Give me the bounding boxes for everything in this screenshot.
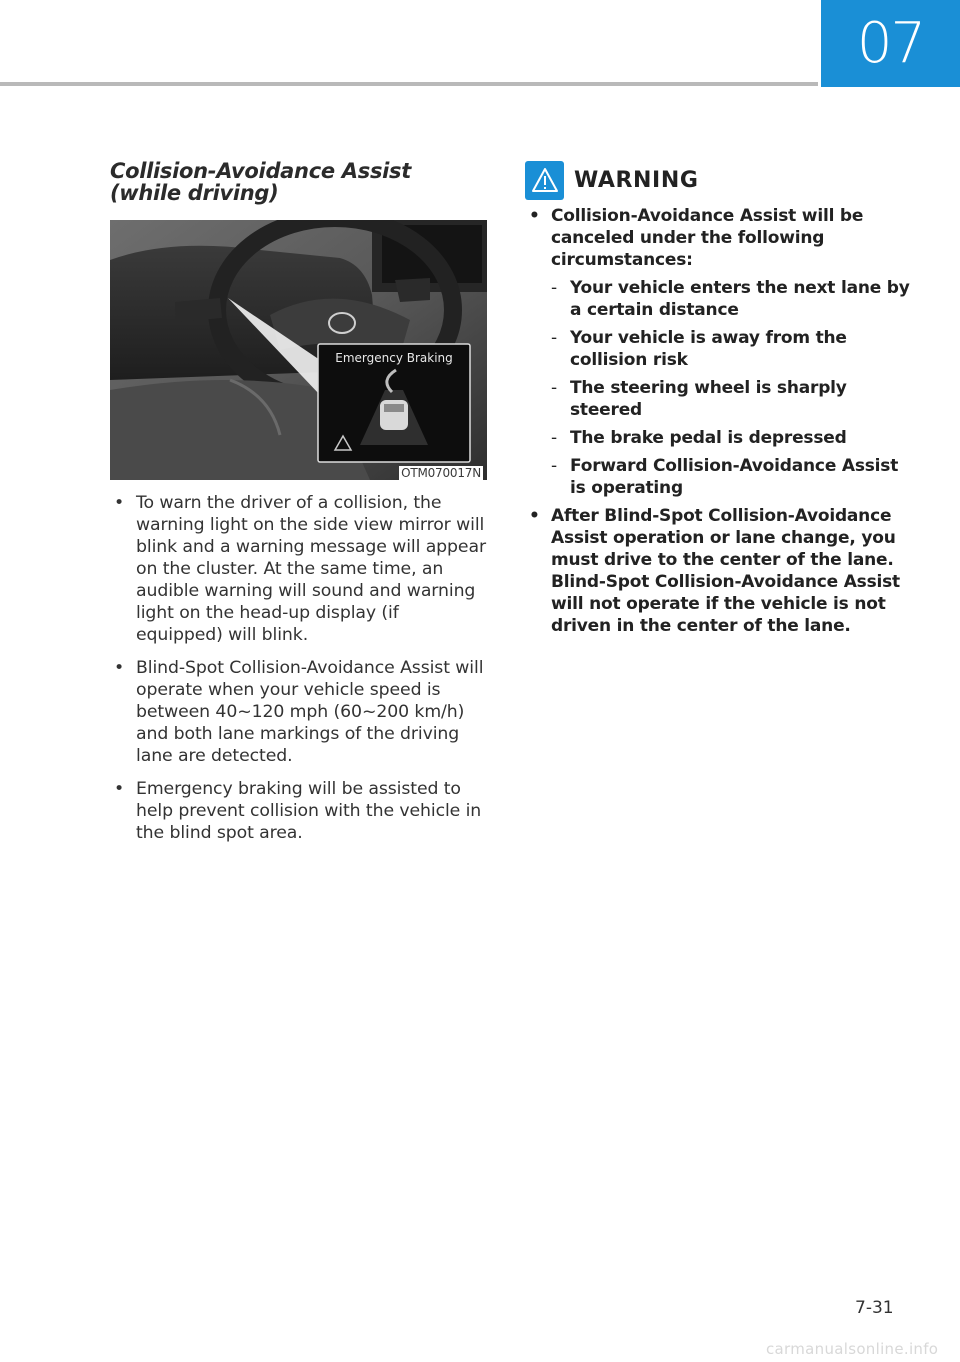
list-item: • After Blind-Spot Collision-Avoidance Assist operation or lane change, you must drive to the center of the lane. Blind-Spot Collision-Avoidance Assist will not operate if the vehicle is not driven in the center of the lane.: [529, 506, 900, 636]
dashboard-photo: [110, 220, 487, 480]
section-title: Collision-Avoidance Assist (while driving): [110, 159, 411, 205]
watermark[interactable]: carmanualsonline.info: [766, 1340, 939, 1358]
sub-list-item: - Forward Collision-Avoidance Assist is operating: [551, 456, 899, 498]
bullet-icon: •: [529, 506, 540, 526]
list-item: • To warn the driver of a collision, the warning light on the side view mirror will blink and a warning message will appear on the cluster. At the same time, an audible warning will sound and warning light on the head-up display (if equipped) will blink.: [114, 493, 486, 645]
bullet-icon: •: [529, 206, 540, 226]
dash-icon: -: [551, 278, 557, 298]
sub-list-item: - Your vehicle is away from the collision risk: [551, 328, 847, 370]
warning-header: [525, 160, 910, 200]
sub-list: [551, 277, 910, 499]
dash-icon: -: [551, 328, 557, 348]
dash-icon: -: [551, 428, 557, 448]
sub-list-item: - Your vehicle enters the next lane by a certain distance: [551, 278, 910, 320]
page-number: 7-31: [855, 1298, 894, 1318]
bullet-icon: •: [114, 658, 125, 678]
dash-icon: -: [551, 378, 557, 398]
sub-list-item: - The brake pedal is depressed: [551, 428, 847, 448]
bullet-icon: •: [114, 493, 125, 513]
list-item: • Emergency braking will be assisted to help prevent collision with the vehicle in the blind spot area.: [114, 779, 482, 843]
warning-icon: [525, 161, 564, 200]
figure-code: OTM070017N: [401, 466, 481, 480]
chapter-tab: [821, 0, 960, 87]
display-label: Emergency Braking: [335, 351, 453, 365]
chapter-number: 07: [856, 11, 925, 76]
warning-list: [525, 205, 910, 637]
bullet-list: [110, 492, 488, 844]
sub-list-item: - The steering wheel is sharply steered: [551, 378, 847, 420]
bullet-icon: •: [114, 779, 125, 799]
warning-title: WARNING: [574, 167, 699, 193]
warning-box: [525, 160, 910, 643]
left-column: [110, 160, 488, 855]
list-item: • Collision-Avoidance Assist will be canceled under the following circumstances: - Your vehicle enters the next lane by a certain distance - Your vehicle is away from the collision risk - The steering wheel is sharply steered - The brake pedal is depressed - Forward Collision-Avoidance Assist is operating: [529, 206, 910, 498]
dashboard-figure: [110, 220, 487, 480]
header-rule: [0, 82, 818, 86]
list-item: • Blind-Spot Collision-Avoidance Assist will operate when your vehicle speed is between 40~120 mph (60~200 km/h) and both lane markings of the driving lane are detected.: [114, 658, 484, 766]
dash-icon: -: [551, 456, 557, 476]
